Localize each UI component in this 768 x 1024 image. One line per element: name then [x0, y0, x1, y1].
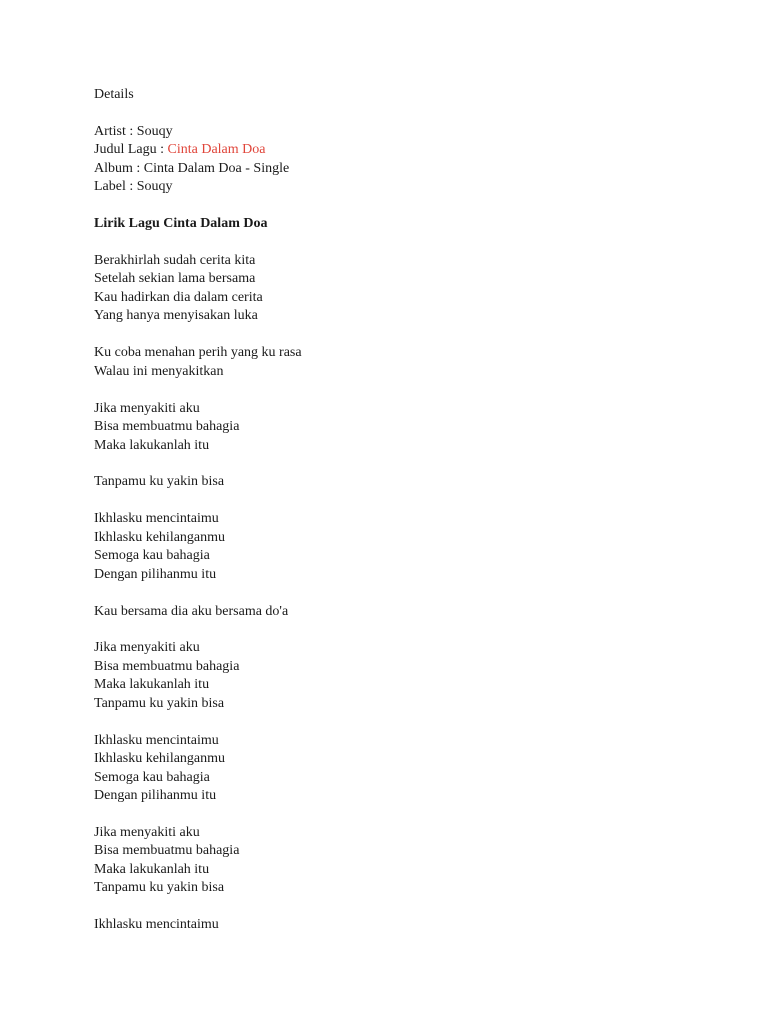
lyric-line: Kau bersama dia aku bersama do'a — [94, 603, 289, 619]
lyric-line: Tanpamu ku yakin bisa — [94, 880, 225, 896]
details-heading: Details — [94, 87, 134, 102]
document-page — [94, 86, 694, 935]
lyric-stanza — [94, 344, 694, 381]
song-title-line — [94, 141, 694, 159]
lyric-stanza — [94, 603, 694, 621]
lyric-line: Maka lakukanlah itu — [94, 437, 210, 453]
lyric-line: Jika menyakiti aku — [94, 640, 200, 656]
lyric-line: Ikhlasku kehilanganmu — [94, 529, 226, 545]
song-title-label: Judul Lagu : — [94, 142, 168, 158]
spacer — [94, 381, 694, 399]
lyric-line: Ikhlasku mencintaimu — [94, 917, 219, 933]
spacer — [94, 455, 694, 473]
lyric-line: Setelah sekian lama bersama — [94, 271, 256, 287]
lyric-line: Semoga kau bahagia — [94, 548, 210, 564]
lyric-line: Maka lakukanlah itu — [94, 677, 210, 693]
lyric-line: Walau ini menyakitkan — [94, 363, 224, 379]
spacer — [94, 492, 694, 510]
lyric-line: Semoga kau bahagia — [94, 769, 210, 785]
lyric-line: Dengan pilihanmu itu — [94, 788, 217, 804]
album-line: Album : Cinta Dalam Doa - Single — [94, 160, 290, 176]
lyric-stanza — [94, 916, 694, 934]
spacer — [94, 898, 694, 916]
details-section — [94, 86, 694, 215]
spacer — [94, 326, 694, 344]
lyric-line: Kau hadirkan dia dalam cerita — [94, 289, 263, 305]
lyric-stanza — [94, 732, 694, 806]
lyric-line: Maka lakukanlah itu — [94, 861, 210, 877]
lyric-line: Bisa membuatmu bahagia — [94, 658, 240, 674]
spacer — [94, 104, 694, 122]
spacer — [94, 234, 694, 252]
spacer — [94, 197, 694, 215]
lyric-line: Yang hanya menyisakan luka — [94, 308, 258, 324]
lyric-stanza — [94, 510, 694, 584]
lyric-stanza — [94, 473, 694, 491]
lyrics-heading: Lirik Lagu Cinta Dalam Doa — [94, 216, 268, 232]
lyric-line: Ku coba menahan perih yang ku rasa — [94, 345, 302, 361]
lyric-line: Bisa membuatmu bahagia — [94, 843, 240, 859]
lyric-stanza — [94, 252, 694, 326]
lyric-stanza — [94, 824, 694, 898]
lyric-line: Tanpamu ku yakin bisa — [94, 695, 225, 711]
lyric-line: Berakhirlah sudah cerita kita — [94, 253, 256, 269]
spacer — [94, 584, 694, 602]
song-title-link[interactable]: Cinta Dalam Doa — [167, 142, 266, 158]
lyrics-body — [94, 252, 694, 935]
lyric-stanza — [94, 400, 694, 455]
artist-line: Artist : Souqy — [94, 123, 173, 139]
lyric-line: Ikhlasku kehilanganmu — [94, 751, 226, 767]
lyric-line: Jika menyakiti aku — [94, 400, 200, 416]
spacer — [94, 806, 694, 824]
lyric-line: Ikhlasku mencintaimu — [94, 732, 219, 748]
spacer — [94, 621, 694, 639]
lyric-line: Tanpamu ku yakin bisa — [94, 474, 225, 490]
spacer — [94, 713, 694, 731]
lyric-stanza — [94, 639, 694, 713]
lyric-line: Dengan pilihanmu itu — [94, 566, 217, 582]
label-line: Label : Souqy — [94, 179, 173, 195]
lyric-line: Jika menyakiti aku — [94, 824, 200, 840]
lyric-line: Bisa membuatmu bahagia — [94, 419, 240, 435]
lyric-line: Ikhlasku mencintaimu — [94, 511, 219, 527]
